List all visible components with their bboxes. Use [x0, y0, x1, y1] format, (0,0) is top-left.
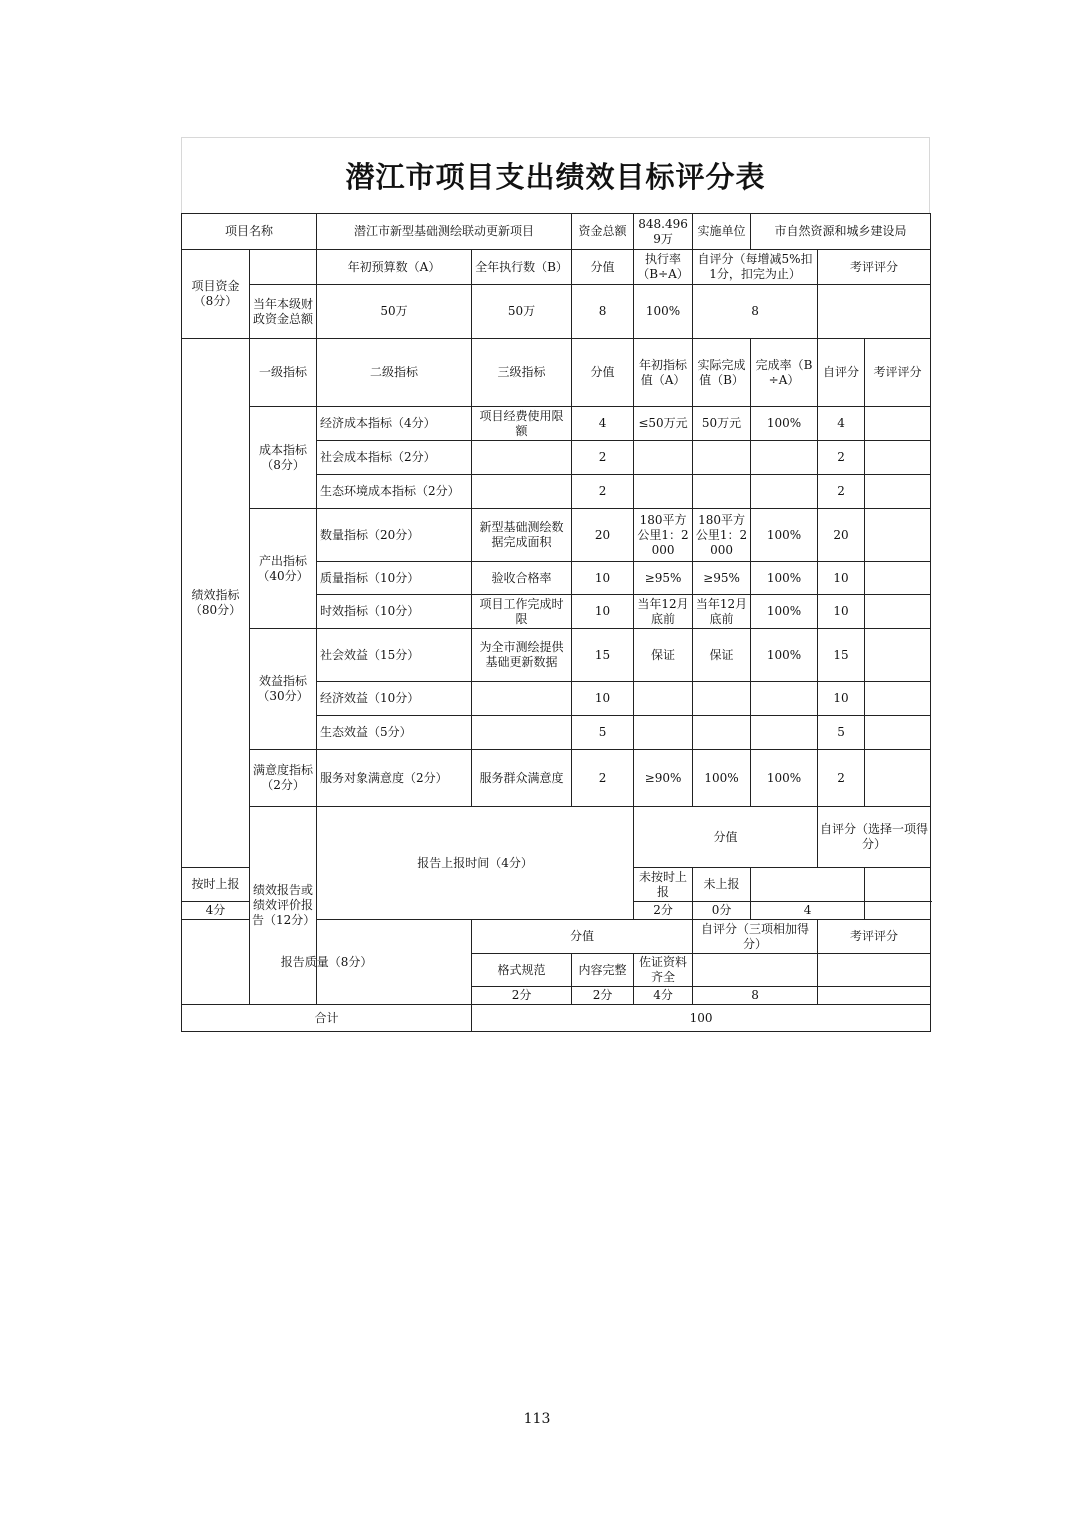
- funds-col-budget: 年初预算数（A）: [317, 250, 472, 285]
- report-quality-review-blank: [818, 954, 931, 987]
- funds-blank-cell: [250, 250, 317, 285]
- perf-level2: 生态效益（5分）: [317, 716, 472, 750]
- perf-actual: 100%: [693, 750, 751, 807]
- perf-target: ≥95%: [634, 562, 693, 595]
- funds-col-executed: 全年执行数（B）: [472, 250, 572, 285]
- perf-actual: 180平方公里1：2000: [693, 509, 751, 562]
- perf-completion: [751, 475, 818, 509]
- perf-score: 2: [572, 475, 634, 509]
- score-table: [181, 213, 931, 1032]
- perf-self: 5: [818, 716, 865, 750]
- funds-row-label: 当年本级财政资金总额: [250, 285, 317, 339]
- perf-level2: 经济成本指标（4分）: [317, 407, 472, 441]
- perf-group-label: 产出指标（40分）: [250, 509, 317, 629]
- funds-section-label: 项目资金（8分）: [182, 250, 250, 339]
- perf-col-target: 年初指标值（A）: [634, 339, 693, 407]
- perf-level2: 服务对象满意度（2分）: [317, 750, 472, 807]
- report-time-label: 报告上报时间（4分）: [317, 807, 634, 920]
- perf-review: [865, 407, 931, 441]
- perf-target: 180平方公里1：2000: [634, 509, 693, 562]
- perf-group-label: 效益指标（30分）: [250, 629, 317, 750]
- project-name: 潜江市新型基础测绘联动更新项目: [317, 214, 572, 250]
- perf-target: 当年12月底前: [634, 595, 693, 629]
- report-quality-option: 佐证资料齐全: [634, 954, 693, 987]
- title-box: [181, 137, 930, 213]
- perf-score: 10: [572, 682, 634, 716]
- report-quality-self: 8: [693, 987, 818, 1005]
- perf-row: [182, 750, 931, 807]
- perf-row: [182, 407, 931, 441]
- perf-actual: [693, 441, 751, 475]
- perf-target: [634, 682, 693, 716]
- perf-self: 2: [818, 441, 865, 475]
- perf-completion: [751, 682, 818, 716]
- report-quality-self-blank: [693, 954, 818, 987]
- perf-level3: 项目经费使用限额: [472, 407, 572, 441]
- perf-level2: 经济效益（10分）: [317, 682, 472, 716]
- report-time-review: [865, 902, 931, 920]
- perf-review: [865, 629, 931, 682]
- perf-section-label: 绩效指标（80分）: [182, 339, 250, 868]
- perf-level2: 数量指标（20分）: [317, 509, 472, 562]
- perf-completion: 100%: [751, 562, 818, 595]
- perf-col-self: 自评分: [818, 339, 865, 407]
- perf-self: 10: [818, 562, 865, 595]
- report-quality-score-header: 分值: [472, 920, 693, 954]
- perf-review: [865, 716, 931, 750]
- report-time-self: 4: [751, 902, 865, 920]
- perf-completion: [751, 441, 818, 475]
- report-quality-self-header: 自评分（三项相加得分）: [693, 920, 818, 954]
- perf-completion: 100%: [751, 407, 818, 441]
- perf-col-actual: 实际完成值（B）: [693, 339, 751, 407]
- perf-level2: 时效指标（10分）: [317, 595, 472, 629]
- perf-group-label: 成本指标（8分）: [250, 407, 317, 509]
- perf-self: 15: [818, 629, 865, 682]
- funds-rate: 100%: [634, 285, 693, 339]
- report-time-score-header: 分值: [634, 807, 818, 868]
- total-funds: 848.4969万: [634, 214, 693, 250]
- perf-actual: 50万元: [693, 407, 751, 441]
- report-time-option: 未上报: [693, 868, 751, 902]
- perf-review: [865, 595, 931, 629]
- report-quality-option: 格式规范: [472, 954, 572, 987]
- perf-col-completion: 完成率（B÷A）: [751, 339, 818, 407]
- funds-executed: 50万: [472, 285, 572, 339]
- total-value: 100: [472, 1005, 931, 1032]
- perf-target: ≤50万元: [634, 407, 693, 441]
- perf-review: [865, 682, 931, 716]
- report-quality-label: 报告质量（8分）: [182, 920, 472, 1005]
- total-row: [182, 1005, 931, 1032]
- perf-level2: 社会成本指标（2分）: [317, 441, 472, 475]
- perf-score: 2: [572, 750, 634, 807]
- report-time-self-blank: [751, 868, 865, 902]
- report-quality-review-header: 考评评分: [818, 920, 931, 954]
- funds-col-review: 考评评分: [818, 250, 931, 285]
- report-time-points: 0分: [693, 902, 751, 920]
- perf-level2: 生态环境成本指标（2分）: [317, 475, 472, 509]
- report-quality-points: 2分: [572, 987, 634, 1005]
- funds-value-row: [182, 285, 931, 339]
- perf-completion: 100%: [751, 629, 818, 682]
- perf-col-review: 考评评分: [865, 339, 931, 407]
- perf-level3: 验收合格率: [472, 562, 572, 595]
- perf-self: 20: [818, 509, 865, 562]
- perf-target: 保证: [634, 629, 693, 682]
- project-name-label: 项目名称: [182, 214, 317, 250]
- perf-row: [182, 509, 931, 562]
- perf-self: 4: [818, 407, 865, 441]
- perf-score: 15: [572, 629, 634, 682]
- perf-actual: [693, 682, 751, 716]
- perf-completion: 100%: [751, 595, 818, 629]
- perf-level3: [472, 682, 572, 716]
- perf-actual: [693, 716, 751, 750]
- perf-target: ≥90%: [634, 750, 693, 807]
- report-time-header-row: [182, 807, 931, 868]
- page-title: 潜江市项目支出绩效目标评分表: [345, 160, 766, 194]
- funds-review: [818, 285, 931, 339]
- funds-col-score: 分值: [572, 250, 634, 285]
- perf-header-row: [182, 339, 931, 407]
- perf-target: [634, 716, 693, 750]
- perf-level2: 社会效益（15分）: [317, 629, 472, 682]
- perf-level3: 新型基础测绘数据完成面积: [472, 509, 572, 562]
- perf-self: 2: [818, 475, 865, 509]
- report-quality-option: 内容完整: [572, 954, 634, 987]
- report-time-option: 按时上报: [182, 868, 250, 902]
- perf-score: 10: [572, 562, 634, 595]
- perf-self: 10: [818, 595, 865, 629]
- perf-level3: [472, 475, 572, 509]
- perf-level3: 为全市测绘提供基础更新数据: [472, 629, 572, 682]
- perf-score: 10: [572, 595, 634, 629]
- perf-level3: 项目工作完成时限: [472, 595, 572, 629]
- funds-budget: 50万: [317, 285, 472, 339]
- funds-col-rate: 执行率（B÷A）: [634, 250, 693, 285]
- perf-level3: [472, 716, 572, 750]
- perf-level2: 质量指标（10分）: [317, 562, 472, 595]
- perf-actual: ≥95%: [693, 562, 751, 595]
- report-quality-points: 2分: [472, 987, 572, 1005]
- funds-col-self: 自评分（每增减5%扣1分，扣完为止）: [693, 250, 818, 285]
- impl-unit-label: 实施单位: [693, 214, 751, 250]
- perf-review: [865, 562, 931, 595]
- perf-actual: 当年12月底前: [693, 595, 751, 629]
- impl-unit: 市自然资源和城乡建设局: [751, 214, 931, 250]
- perf-completion: [751, 716, 818, 750]
- perf-level3: 服务群众满意度: [472, 750, 572, 807]
- perf-col-level3: 三级指标: [472, 339, 572, 407]
- perf-col-level2: 二级指标: [317, 339, 472, 407]
- perf-self: 10: [818, 682, 865, 716]
- perf-actual: 保证: [693, 629, 751, 682]
- report-quality-review: [818, 987, 931, 1005]
- funds-self: 8: [693, 285, 818, 339]
- report-time-self-header: 自评分（选择一项得分）: [818, 807, 931, 868]
- report-time-points: 2分: [634, 902, 693, 920]
- report-time-points: 4分: [182, 902, 250, 920]
- perf-target: [634, 475, 693, 509]
- project-info-row: [182, 214, 931, 250]
- total-funds-label: 资金总额: [572, 214, 634, 250]
- funds-score: 8: [572, 285, 634, 339]
- perf-target: [634, 441, 693, 475]
- perf-col-score: 分值: [572, 339, 634, 407]
- perf-level3: [472, 441, 572, 475]
- perf-review: [865, 441, 931, 475]
- score-sheet: [181, 137, 930, 1032]
- perf-score: 5: [572, 716, 634, 750]
- perf-review: [865, 750, 931, 807]
- perf-group-label: 满意度指标（2分）: [250, 750, 317, 807]
- perf-score: 20: [572, 509, 634, 562]
- perf-row: [182, 629, 931, 682]
- report-time-review-blank: [865, 868, 931, 902]
- perf-col-level1: 一级指标: [250, 339, 317, 407]
- report-section-label: 绩效报告或绩效评价报告（12分）: [250, 807, 317, 1005]
- funds-header-row: [182, 250, 931, 285]
- perf-score: 2: [572, 441, 634, 475]
- perf-completion: 100%: [751, 750, 818, 807]
- page-number: 113: [523, 1411, 551, 1427]
- report-quality-points: 4分: [634, 987, 693, 1005]
- perf-review: [865, 475, 931, 509]
- perf-review: [865, 509, 931, 562]
- report-time-option: 未按时上报: [634, 868, 693, 902]
- perf-self: 2: [818, 750, 865, 807]
- perf-actual: [693, 475, 751, 509]
- total-label: 合计: [182, 1005, 472, 1032]
- perf-score: 4: [572, 407, 634, 441]
- perf-completion: 100%: [751, 509, 818, 562]
